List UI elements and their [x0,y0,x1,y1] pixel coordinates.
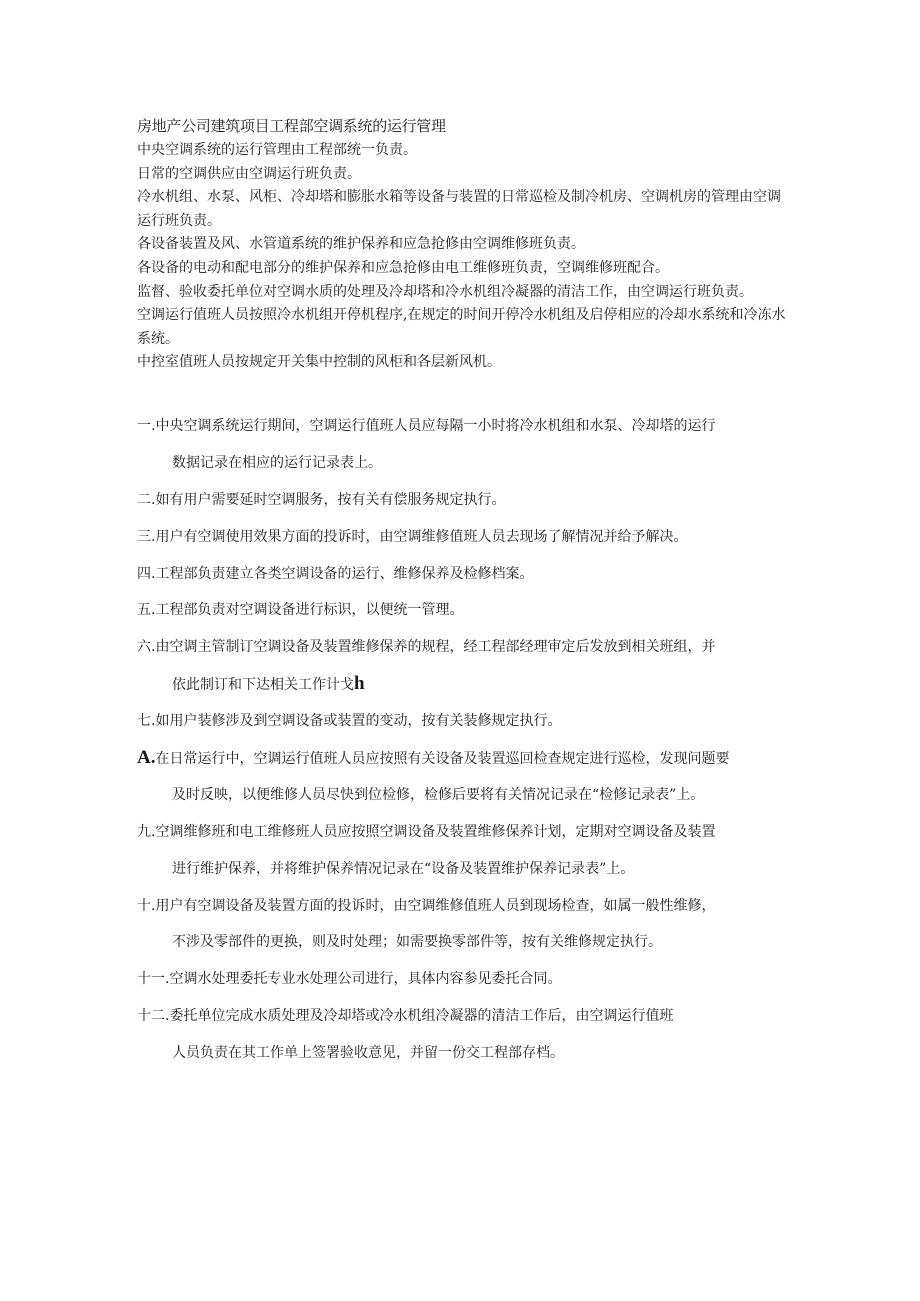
item-marker: 四. [137,565,156,582]
item-continuation: 及时反映，以便维修人员尽快到位检修，检修后要将有关情况记录在“检修记录表”上。 [172,786,705,803]
item-continuation: 进行维护保养，并将维护保养情况记录在“设备及装置维护保养记录表”上。 [172,860,635,877]
list-item [137,414,787,488]
item-first-line [137,414,787,451]
item-first-line [137,709,787,746]
item-marker: 十二. [137,1008,170,1025]
list-item [137,709,787,746]
item-text: 空调维修班和电工维修班人员应按照空调设备及装置维修保养计划，定期对空调设备及装置 [155,823,716,840]
list-item [137,894,787,968]
item-continuation-tail: h [354,673,365,695]
item-marker: 六. [137,639,156,656]
item-continuation: 数据记录在相应的运行记录表上。 [172,454,382,471]
list-item [137,562,787,599]
item-continuation [137,672,787,709]
item-text: 工程部负责建立各类空调设备的运行、维修保养及检修档案。 [155,565,534,582]
item-continuation: 不涉及零部件的更换，则及时处理；如需要换零部件等，按有关维修规定执行。 [172,934,662,951]
item-first-line [137,488,787,525]
list-item [137,488,787,525]
item-first-line [137,562,787,599]
numbered-items [137,414,787,1078]
item-first-line [137,1004,787,1041]
item-marker: 一. [137,418,156,434]
item-marker: 十一. [137,971,170,988]
intro-paragraph: 空调运行值班人员按照冷水机组开停机程序,在规定的时间开停冷水机组及启停相应的冷却水系统和冷冻水系统。 [137,307,786,347]
list-item [137,1004,787,1078]
item-marker: 三. [137,528,156,545]
item-text: 空调水处理委托专业水处理公司进行，具体内容参见委托合同。 [169,971,562,988]
document-title: 房地产公司建筑项目工程部空调系统的运行管理 [137,117,446,135]
item-first-line [137,635,787,672]
intro-paragraph: 中控室值班人员按规定开关集中控制的风柜和各层新风机。 [137,354,501,371]
intro-section [137,139,787,375]
list-item [137,598,787,635]
item-marker: 十. [137,897,156,914]
list-item [137,820,787,894]
item-text: 如用户装修涉及到空调设备或装置的变动，按有关装修规定执行。 [155,713,562,730]
item-text: 工程部负责对空调设备进行标识，以便统一管理。 [155,602,464,619]
item-first-line [137,525,787,562]
item-marker: 二. [137,491,156,508]
list-item [137,967,787,1004]
intro-paragraph: 中央空调系统的运行管理由工程部统一负责。 [137,142,417,158]
intro-paragraph: 监督、验收委托单位对空调水质的处理及冷却塔和冷水机组冷凝器的清洁工作，由空调运行班负责。 [137,283,753,300]
list-item [137,635,787,709]
item-marker: 九. [137,823,156,840]
item-text: 中央空调系统运行期间，空调运行值班人员应每隔一小时将冷水机组和水泵、冷却塔的运行 [155,418,716,434]
item-continuation-text: 依此制订和下达相关工作计戈 [172,677,354,694]
intro-paragraph: 冷水机组、水泵、风柜、冷却塔和膨胀水箱等设备与装置的日常巡检及制冷机房、空调机房的管理由空调运行班负责。 [137,189,781,229]
intro-paragraph: 日常的空调供应由空调运行班负责。 [137,165,361,182]
list-item [137,525,787,562]
item-continuation: 人员负责在其工作单上签署验收意见，并留一份交工程部存档。 [172,1045,564,1062]
item-text: 用户有空调设备及装置方面的投诉时，由空调维修值班人员到现场检查，如属一般性维修， [155,897,716,914]
item-marker: 七. [137,713,156,730]
intro-paragraph: 各设备的电动和配电部分的维护保养和应急抢修由电工维修班负责，空调维修班配合。 [137,259,669,276]
item-first-line [137,894,787,931]
item-first-line [137,598,787,635]
item-text: 委托单位完成水质处理及冷却塔或冷水机组冷凝器的清洁工作后，由空调运行值班 [169,1008,674,1025]
item-text: 如有用户需要延时空调服务，按有关有偿服务规定执行。 [155,491,506,508]
list-item [137,746,787,820]
item-first-line [137,820,787,857]
item-first-line [137,746,787,783]
item-marker: A. [137,747,156,769]
item-first-line [137,967,787,1004]
item-text: 在日常运行中，空调运行值班人员应按照有关设备及装置巡回检查规定进行巡检，发现问题要 [155,751,730,768]
item-marker: 五. [137,602,156,619]
item-text: 用户有空调使用效果方面的投诉时，由空调维修值班人员去现场了解情况并给予解决。 [155,528,688,545]
intro-paragraph: 各设备装置及风、水管道系统的维护保养和应急抢修由空调维修班负责。 [137,236,585,253]
item-text: 由空调主管制订空调设备及装置维修保养的规程，经工程部经理审定后发放到相关班组，并 [155,639,716,656]
